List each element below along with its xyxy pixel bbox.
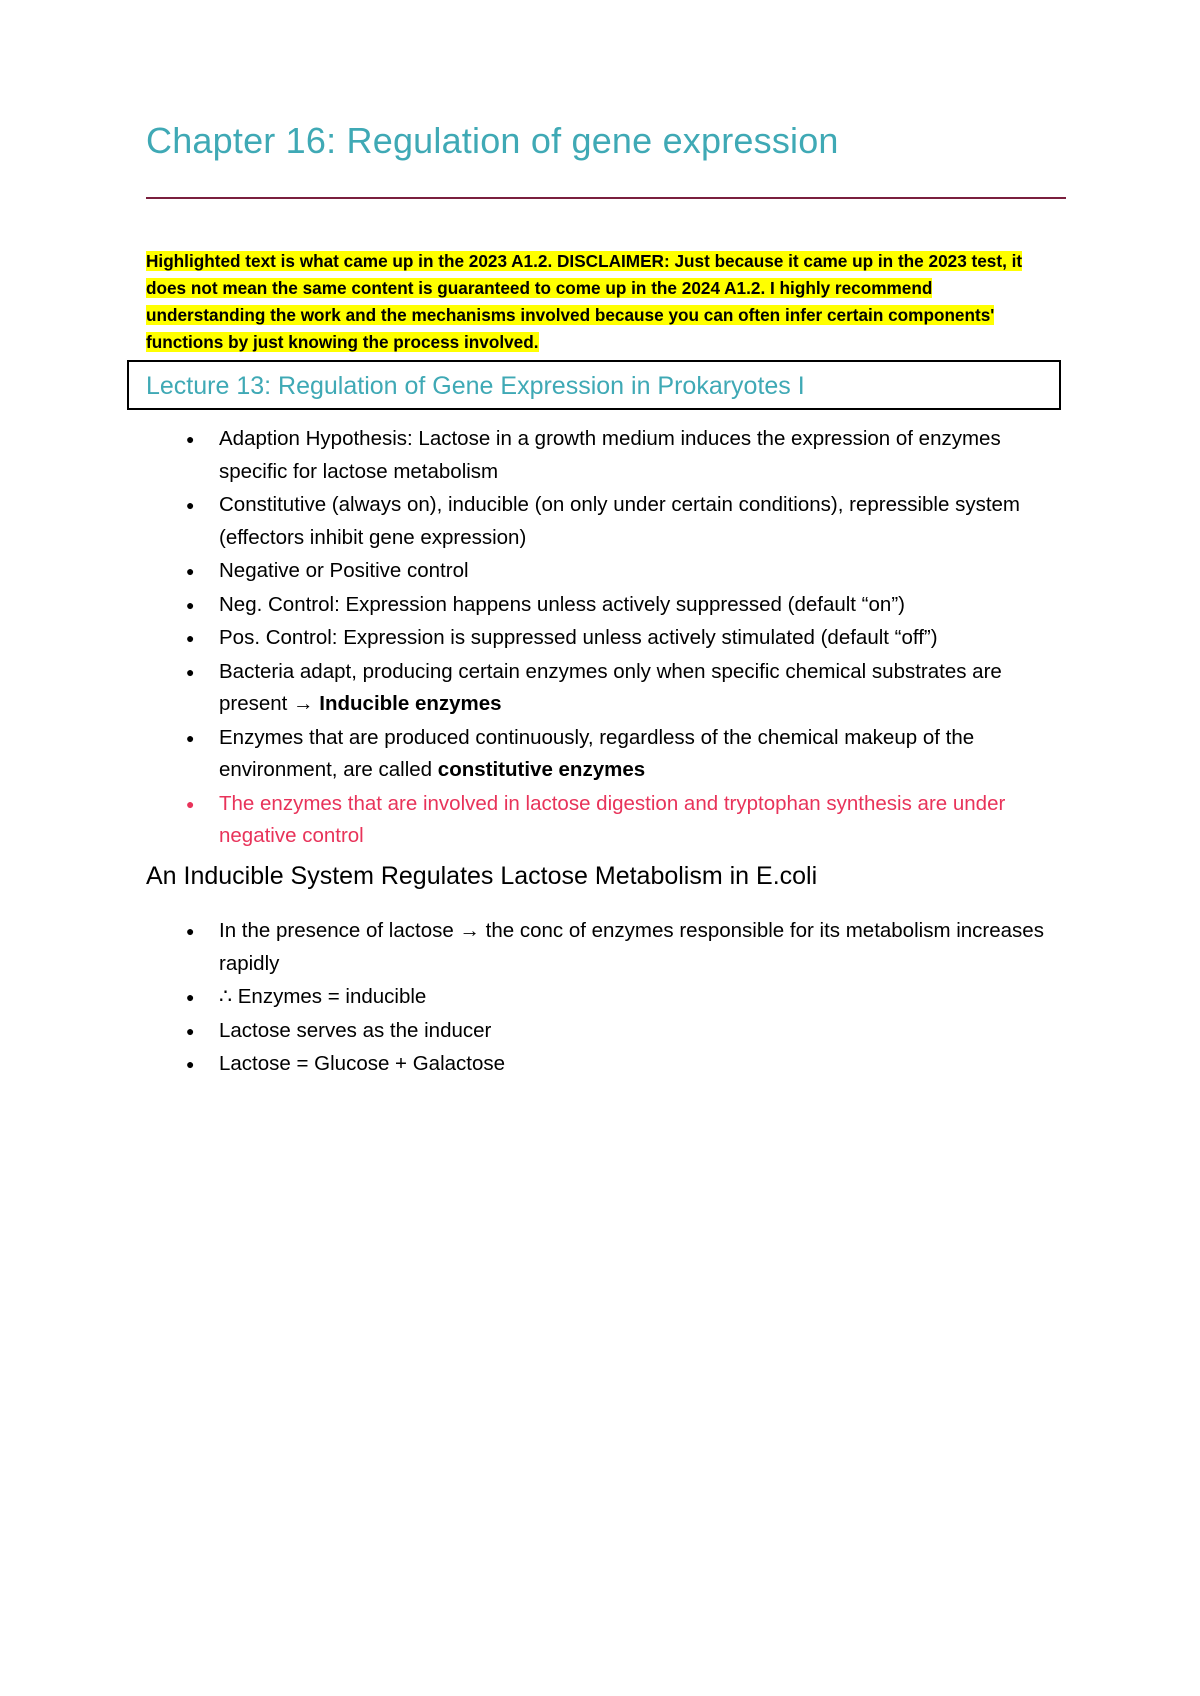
list-item bbox=[186, 423, 1066, 488]
lecture-title: Lecture 13: Regulation of Gene Expression in Prokaryotes I bbox=[146, 372, 805, 400]
lecture-heading-box bbox=[127, 360, 1061, 410]
section-bullet-list bbox=[186, 915, 1066, 1082]
bullet-text: Negative or Positive control bbox=[219, 559, 469, 582]
bullet-text: ∴ Enzymes = inducible bbox=[219, 985, 427, 1008]
list-item bbox=[186, 555, 1066, 588]
bullet-text: Adaption Hypothesis: Lactose in a growth medium induces the expression of enzymes specific for lactose metabolism bbox=[219, 427, 1001, 483]
bullet-text: Neg. Control: Expression happens unless actively suppressed (default “on”) bbox=[219, 592, 905, 616]
lecture-bullet-list bbox=[186, 423, 1066, 854]
list-item bbox=[186, 722, 1066, 787]
list-item bbox=[186, 1015, 1066, 1048]
list-item-emphasis bbox=[186, 788, 1066, 853]
bullet-text: Enzymes that are produced continuously, regardless of the chemical makeup of the environment, are called bbox=[219, 725, 975, 781]
bullet-text: Pos. Control: Expression is suppressed unless actively stimulated (default “off”) bbox=[219, 626, 938, 649]
highlighted-disclaimer-text: Highlighted text is what came up in the 2023 A1.2. DISCLAIMER: Just because it came up in the 2023 test, it does not mean the same content is guaranteed to come up in the 2024 A1.2. I highly recommend understanding the work and the mechanisms involved because you can often infer certain components' functions by just knowing the process involved. bbox=[146, 251, 1023, 352]
bullet-text: Bacteria adapt, producing certain enzymes only when specific chemical substrates are present → bbox=[219, 659, 1002, 715]
list-item bbox=[186, 1048, 1066, 1081]
section-heading: An Inducible System Regulates Lactose Metabolism in E.coli bbox=[146, 862, 818, 890]
bullet-text: In the presence of lactose → the conc of enzymes responsible for its metabolism increases rapidly bbox=[219, 919, 1044, 975]
list-item bbox=[186, 981, 1066, 1014]
title-divider bbox=[146, 197, 1066, 199]
bullet-text: Lactose serves as the inducer bbox=[219, 1018, 492, 1042]
bullet-text: Constitutive (always on), inducible (on only under certain conditions), repressible system (effectors inhibit gene expression) bbox=[219, 493, 1021, 549]
list-item bbox=[186, 915, 1066, 980]
list-item bbox=[186, 589, 1066, 622]
list-item bbox=[186, 622, 1066, 655]
bullet-bold-term: constitutive enzymes bbox=[437, 758, 646, 781]
list-item bbox=[186, 489, 1066, 554]
disclaimer-note bbox=[146, 248, 1046, 356]
bullet-bold-term: Inducible enzymes bbox=[319, 692, 502, 715]
list-item bbox=[186, 656, 1066, 721]
bullet-text: Lactose = Glucose + Galactose bbox=[219, 1052, 506, 1075]
chapter-title: Chapter 16: Regulation of gene expression bbox=[146, 120, 839, 161]
bullet-text: The enzymes that are involved in lactose digestion and tryptophan synthesis are under negative control bbox=[219, 791, 1006, 847]
